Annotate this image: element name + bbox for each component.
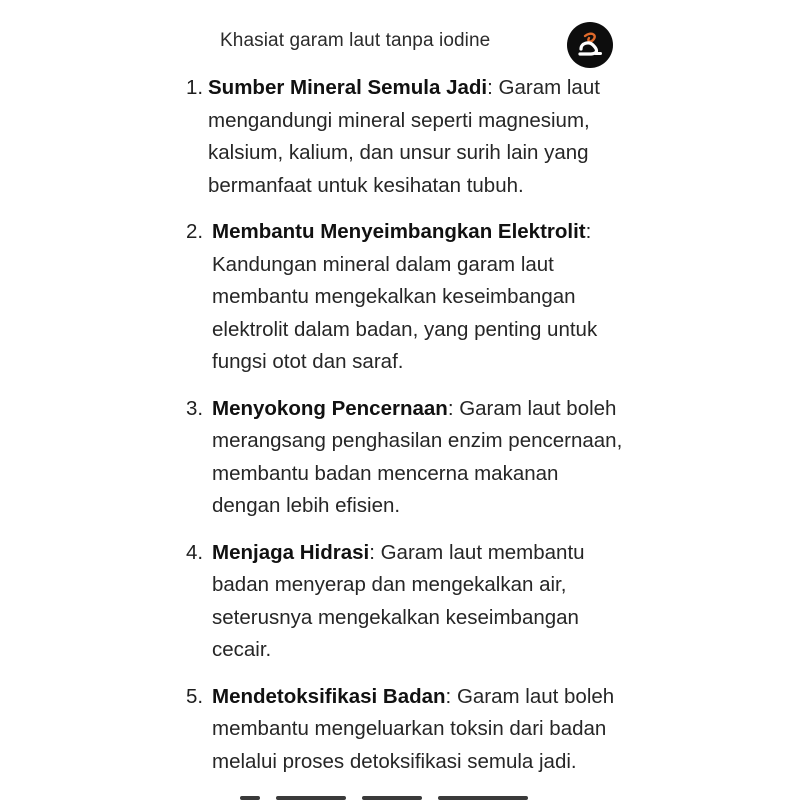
- list-item: [186, 537, 626, 667]
- list-item: [186, 72, 626, 202]
- list-term: Sumber Mineral Semula Jadi: [208, 76, 488, 99]
- list-description: : Kandungan mineral dalam garam laut membantu mengekalkan keseimbangan elektrolit dalam badan, yang penting untuk fungsi otot dan saraf.: [212, 220, 598, 373]
- list-description: : Garam laut boleh membantu mengeluarkan toksin dari badan melalui proses detoksifikasi semula jadi.: [212, 684, 615, 773]
- list-number: 5.: [186, 684, 204, 708]
- list-description: : Garam laut membantu badan menyerap dan mengekalkan air, seterusnya mengekalkan keseimbangan cecair.: [212, 540, 585, 661]
- list-number: 3.: [186, 396, 204, 420]
- cut-off-text-line: [240, 790, 550, 800]
- list-term: Menyokong Pencernaan: [212, 396, 448, 420]
- list-description: : Garam laut boleh merangsang penghasilan enzim pencernaan, membantu badan mencerna makanan dengan lebih efisien.: [212, 396, 623, 517]
- list-term: Menjaga Hidrasi: [212, 540, 370, 564]
- brand-logo-icon: [567, 22, 613, 68]
- list-description: : Garam laut mengandungi mineral seperti magnesium, kalsium, kalium, dan unsur surih lain yang bermanfaat untuk kesihatan tubuh.: [208, 76, 600, 197]
- list-term: Membantu Menyeimbangkan Elektrolit: [212, 220, 586, 243]
- list-item: [186, 393, 626, 523]
- list-item: [186, 216, 626, 379]
- page-title: Khasiat garam laut tanpa iodine: [220, 30, 491, 51]
- list-number: 4.: [186, 540, 204, 564]
- list-term: Mendetoksifikasi Badan: [212, 684, 446, 708]
- list-number: 2.: [186, 220, 204, 243]
- list-number: 1.: [186, 76, 204, 99]
- benefits-list: [186, 72, 626, 792]
- list-item: [186, 681, 626, 779]
